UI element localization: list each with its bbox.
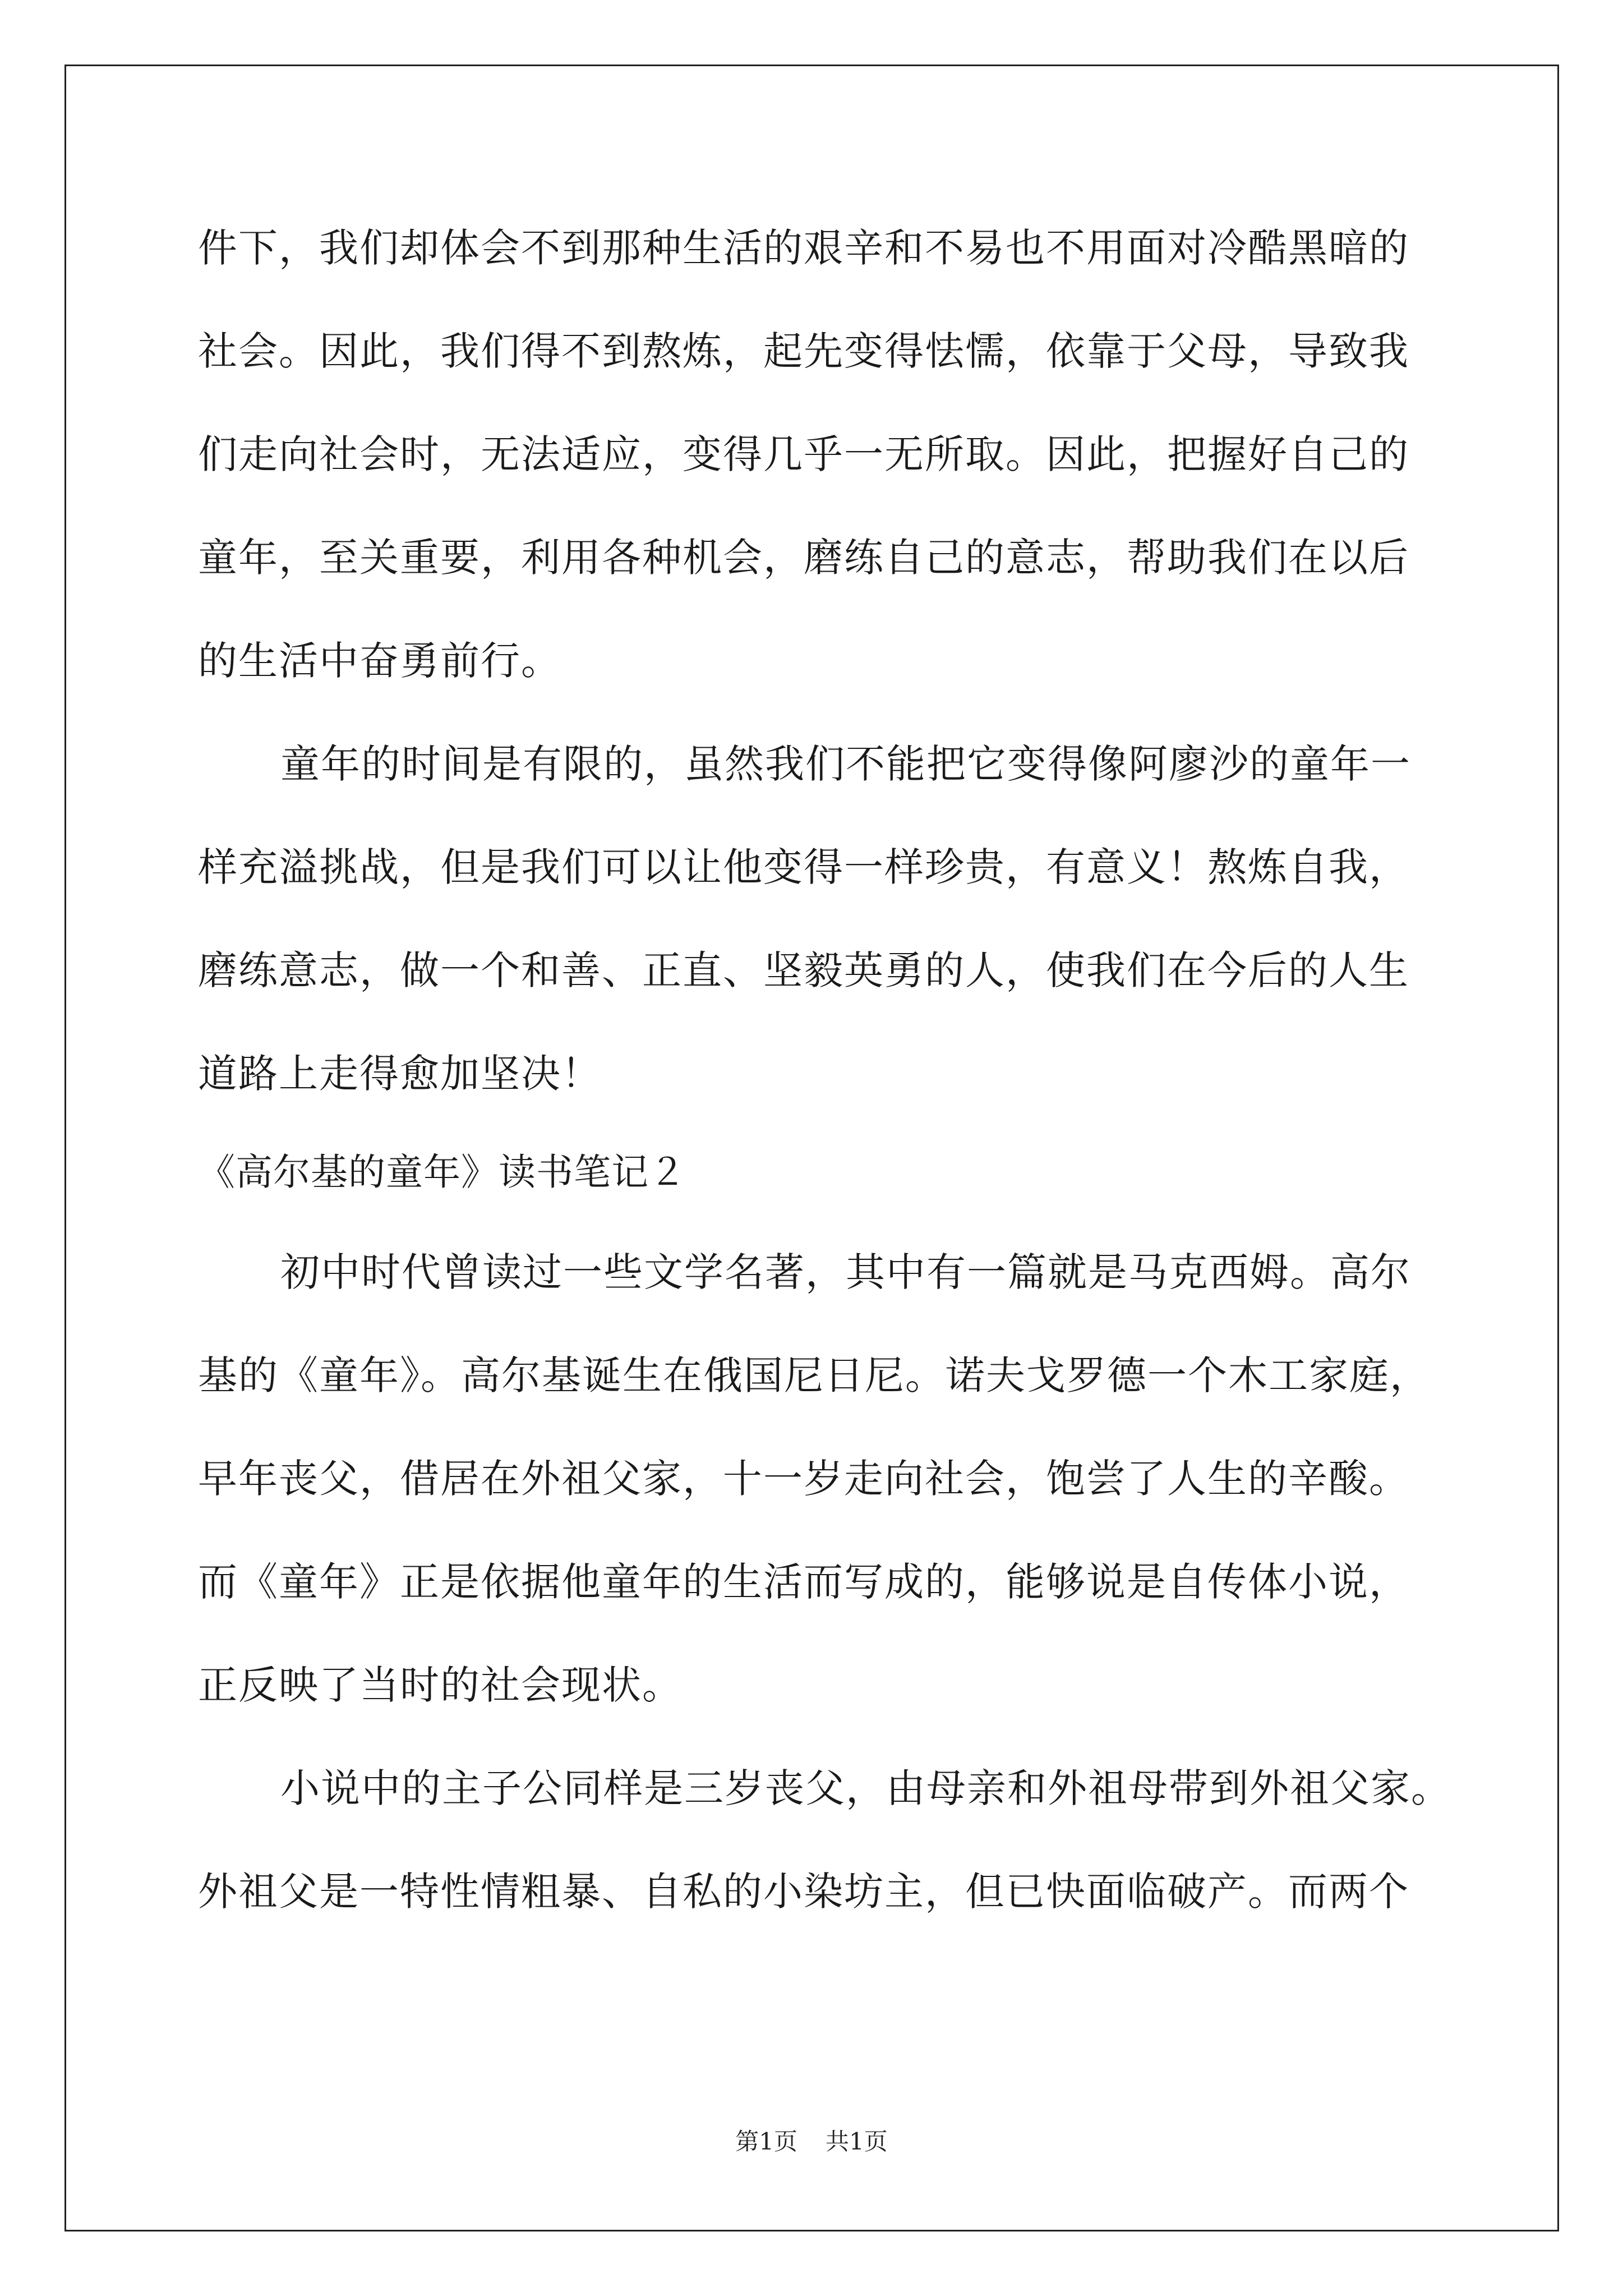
page-footer <box>0 2126 1623 2157</box>
text-line: 童年，至关重要，利用各种机会，磨练自己的意志，帮助我们在以后 <box>198 535 1409 581</box>
text-line: 样充溢挑战，但是我们可以让他变得一样珍贵，有意义！熬炼自我， <box>198 844 1409 890</box>
text-line: 的生活中奋勇前行。 <box>198 638 561 684</box>
text-line: 初中时代曾读过一些文学名著，其中有一篇就是马克西姆。高尔 <box>280 1249 1411 1295</box>
text-line: 件下，我们却体会不到那种生活的艰辛和不易也不用面对冷酷黑暗的 <box>198 225 1409 271</box>
text-line: 正反映了当时的社会现状。 <box>198 1662 683 1708</box>
text-line: 基的《童年》。高尔基诞生在俄国尼日尼。诺夫戈罗德一个木工家庭， <box>198 1352 1430 1398</box>
text-line: 社会。因此，我们得不到熬炼，起先变得怯懦，依靠于父母，导致我 <box>198 328 1409 374</box>
text-line: 早年丧父，借居在外祖父家，十一岁走向社会，饱尝了人生的辛酸。 <box>198 1456 1409 1502</box>
text-line: 小说中的主子公同样是三岁丧父，由母亲和外祖母带到外祖父家。 <box>280 1765 1451 1811</box>
text-line: 道路上走得愈加坚决！ <box>198 1051 602 1097</box>
page-number-current: 第1页 <box>735 2128 797 2155</box>
section-heading: 《高尔基的童年》读书笔记２ <box>198 1151 686 1194</box>
text-line: 而《童年》正是依据他童年的生活而写成的，能够说是自传体小说， <box>198 1559 1409 1605</box>
page-number-total: 共1页 <box>826 2128 888 2155</box>
text-line: 磨练意志，做一个和善、正直、坚毅英勇的人，使我们在今后的人生 <box>198 947 1409 993</box>
text-line: 童年的时间是有限的，虽然我们不能把它变得像阿廖沙的童年一 <box>280 741 1411 787</box>
text-line: 们走向社会时，无法适应，变得几乎一无所取。因此，把握好自己的 <box>198 431 1409 477</box>
text-line: 外祖父是一特性情粗暴、自私的小染坊主，但已快面临破产。而两个 <box>198 1869 1409 1915</box>
